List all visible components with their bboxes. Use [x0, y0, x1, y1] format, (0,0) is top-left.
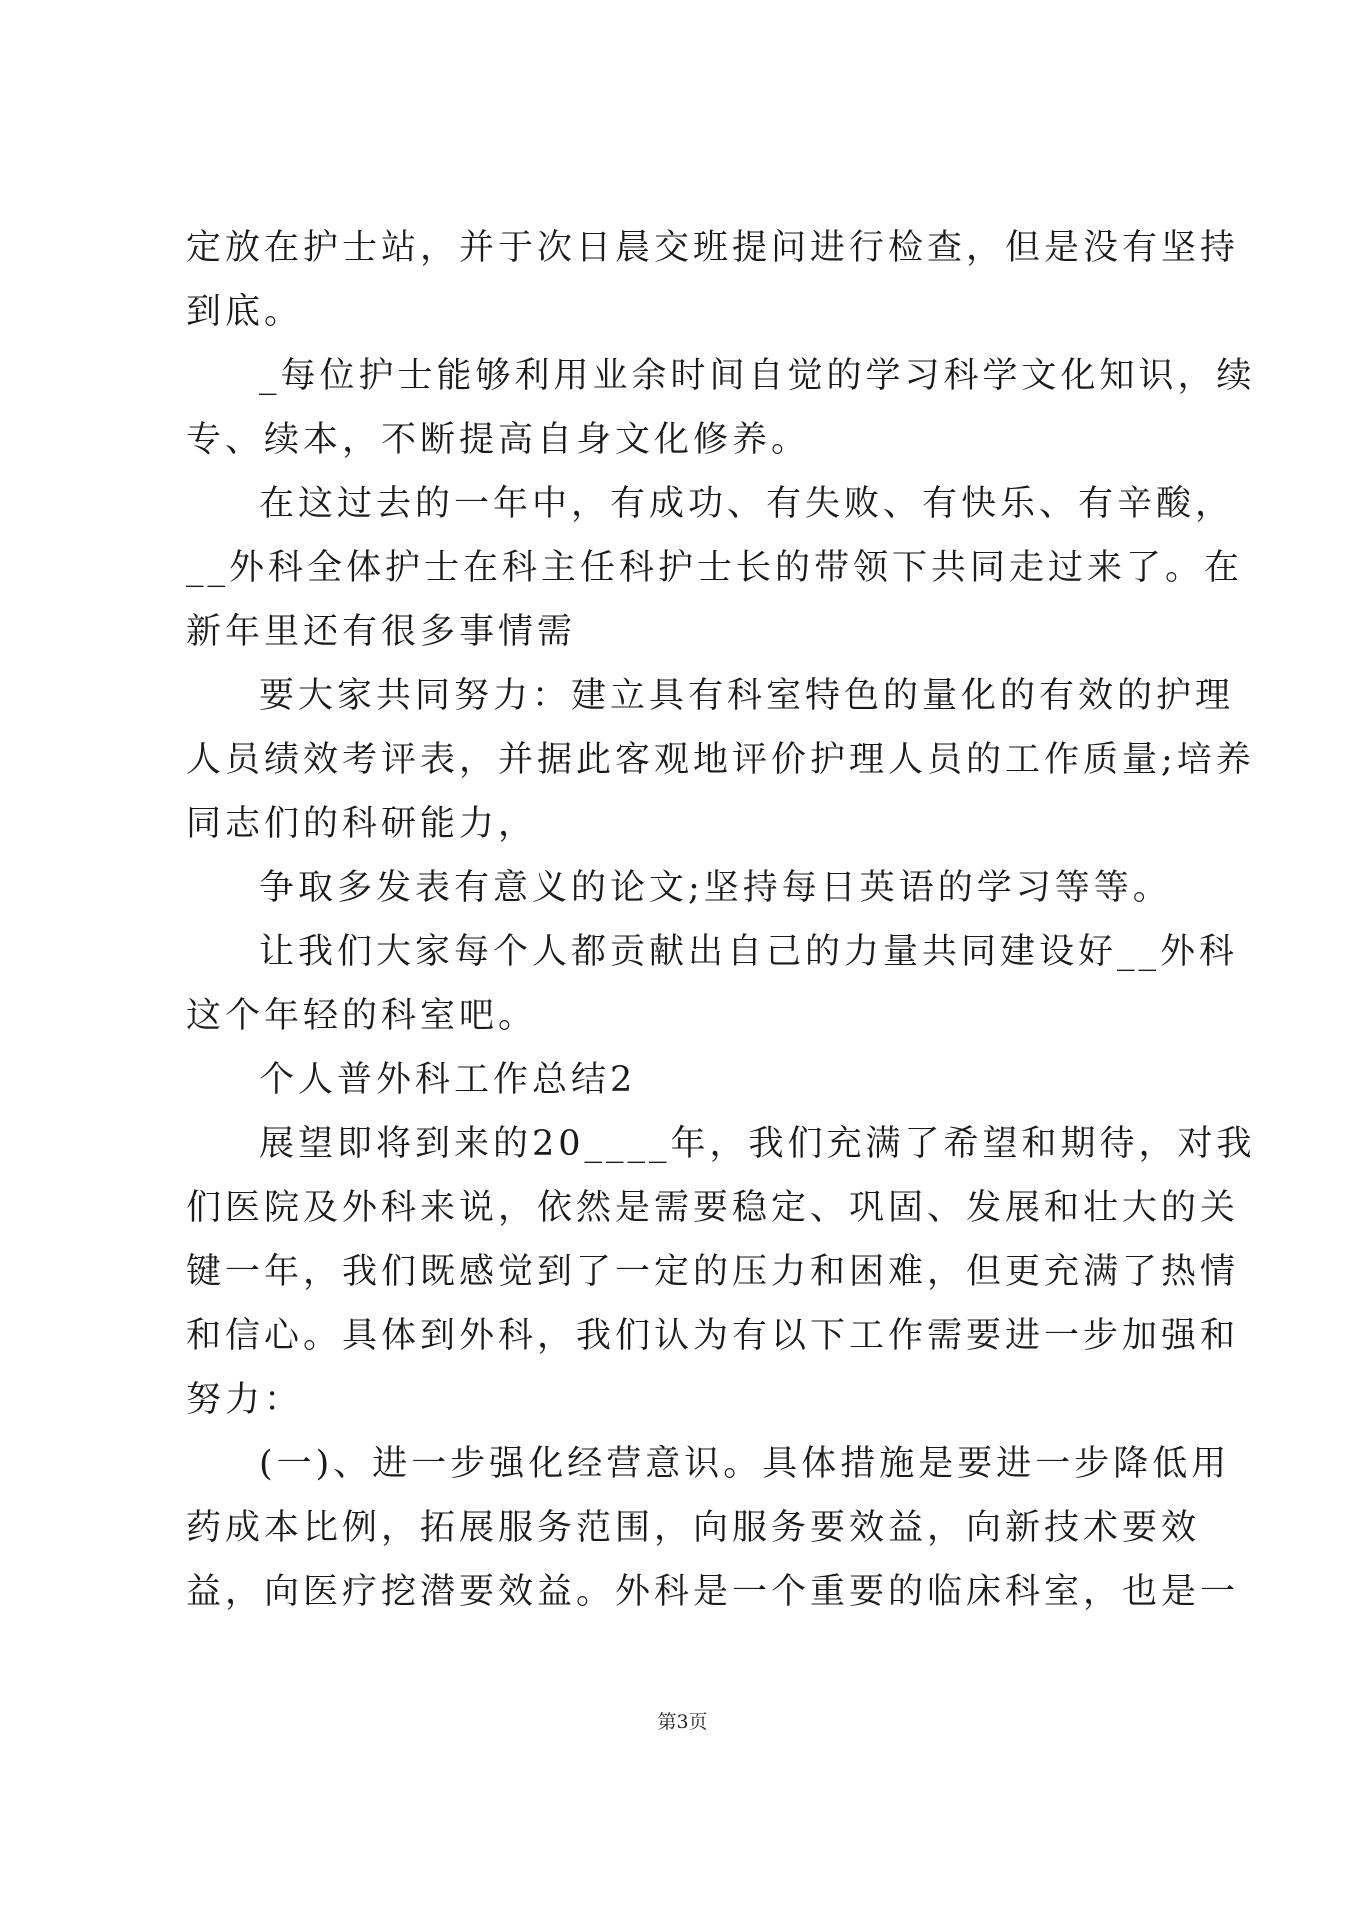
text-line: 要大家共同努力：建立具有科室特色的量化的有效的护理 — [259, 676, 1235, 716]
text-line: 和信心。具体到外科，我们认为有以下工作需要进一步加强和 — [186, 1316, 1240, 1356]
page-number: 第3页 — [657, 1711, 708, 1733]
text-line: __外科全体护士在科主任科护士长的带领下共同走过来了。在 — [186, 548, 1244, 588]
text-line: 这个年轻的科室吧。 — [186, 996, 538, 1036]
text-line: 定放在护士站，并于次日晨交班提问进行检查，但是没有坚持 — [186, 228, 1240, 268]
text-line: 争取多发表有意义的论文;坚持每日英语的学习等等。 — [259, 868, 1172, 908]
text-line: 同志们的科研能力， — [186, 804, 538, 844]
text-line: 让我们大家每个人都贡献出自己的力量共同建设好__外科 — [259, 932, 1239, 972]
text-line: (一)、进一步强化经营意识。具体措施是要进一步降低用 — [259, 1444, 1231, 1484]
text-line: 们医院及外科来说，依然是需要稳定、巩固、发展和壮大的关 — [186, 1188, 1240, 1228]
text-line: 到底。 — [186, 292, 304, 332]
text-line: 键一年，我们既感觉到了一定的压力和困难，但更充满了热情 — [186, 1252, 1240, 1292]
body-text — [186, 216, 1256, 1624]
text-line: 益，向医疗挖潜要效益。外科是一个重要的临床科室，也是一 — [186, 1572, 1240, 1612]
text-line: 专、续本，不断提高自身文化修养。 — [186, 420, 811, 460]
text-line: 在这过去的一年中，有成功、有失败、有快乐、有辛酸， — [259, 484, 1235, 524]
text-line: 展望即将到来的20____年，我们充满了希望和期待，对我 — [259, 1124, 1256, 1164]
section-heading: 个人普外科工作总结2 — [259, 1060, 637, 1100]
text-line: _每位护士能够利用业余时间自觉的学习科学文化知识，续 — [259, 356, 1256, 396]
text-line: 努力： — [186, 1380, 304, 1420]
text-line: 药成本比例，拓展服务范围，向服务要效益，向新技术要效 — [186, 1508, 1201, 1548]
text-line: 新年里还有很多事情需 — [186, 612, 577, 652]
text-line: 人员绩效考评表，并据此客观地评价护理人员的工作质量;培养 — [186, 740, 1255, 780]
